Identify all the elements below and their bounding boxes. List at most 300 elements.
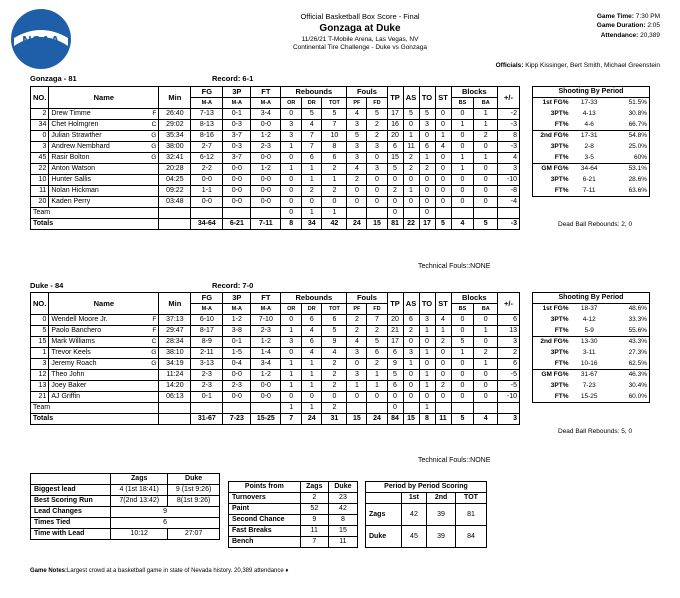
stat-bs: 1 — [451, 120, 474, 131]
stat-to: 0 — [419, 337, 435, 348]
points-zags: 2 — [300, 493, 328, 504]
stat-st: 0 — [435, 392, 451, 403]
period-made-attempted: 13-30 — [571, 337, 608, 348]
player-name: Joey Baker — [51, 382, 87, 389]
period-label: 3PT% — [533, 348, 571, 359]
total-tot: 42 — [322, 219, 347, 230]
stat-or: 0 — [281, 197, 302, 208]
stat-tp3: 0-1 — [223, 109, 251, 120]
gonzaga-shooting-by-period — [532, 86, 650, 197]
player-name: Nolan Hickman — [51, 187, 99, 194]
stat-as: 0 — [403, 197, 419, 208]
player-name-cell — [49, 392, 159, 403]
col-header-ft: FT — [251, 293, 281, 304]
player-row — [31, 197, 520, 208]
period-pct: 62.5% — [608, 359, 650, 370]
period-row — [533, 392, 650, 403]
stat-pm: 6 — [498, 315, 520, 326]
points-label: Turnovers — [229, 493, 301, 504]
player-row — [31, 370, 520, 381]
stat-min: 14:20 — [159, 381, 191, 392]
player-number: 0 — [31, 131, 49, 142]
stat-to: 1 — [419, 326, 435, 337]
scoring-row — [366, 504, 487, 526]
empty-cell — [451, 208, 474, 219]
stat-to: 6 — [419, 142, 435, 153]
period-made-attempted: 5-9 — [571, 326, 608, 337]
player-row — [31, 175, 520, 186]
period-pct: 60% — [608, 153, 650, 164]
period-pct: 48.6% — [608, 304, 650, 315]
stat-ft: 0-0 — [251, 120, 281, 131]
col-header-min: Min — [159, 293, 191, 315]
stat-fd: 0 — [367, 175, 387, 186]
period-pct: 30.8% — [608, 109, 650, 120]
attendance: 20,389 — [640, 31, 660, 39]
stat-st: 1 — [435, 326, 451, 337]
player-name: Trevor Keels — [51, 349, 91, 356]
player-name: Rasir Bolton — [51, 154, 90, 161]
period-made-attempted: 18-37 — [571, 304, 608, 315]
col-header-no: NO. — [31, 87, 49, 109]
stat-to: 0 — [419, 131, 435, 142]
stat-or: 3 — [281, 337, 302, 348]
col-subheader-bs: BS — [451, 98, 474, 109]
gonzaga-team-line: Gonzaga - 81 — [30, 74, 77, 83]
stat-ba: 0 — [474, 315, 498, 326]
period-pct: 30.4% — [608, 381, 650, 392]
stat-to: 0 — [419, 186, 435, 197]
report-title: Official Basketball Box Score - Final — [300, 12, 420, 21]
game-notes-text: Largest crowd at a basketball game in state of Nevada history. 20,389 attendance ♦ — [67, 568, 289, 574]
stat-tp3: 1-2 — [223, 315, 251, 326]
total-to: 17 — [419, 219, 435, 230]
empty-cell — [159, 414, 191, 425]
stat-pf: 0 — [347, 197, 367, 208]
stat-or: 0 — [281, 175, 302, 186]
stat-dr: 0 — [302, 197, 322, 208]
period-title: Shooting By Period — [533, 293, 650, 304]
stat-pf: 3 — [347, 153, 367, 164]
gonzaga-deadball: Dead Ball Rebounds: 2, 0 — [558, 221, 633, 228]
lead-duke: 8(1st 9:26) — [168, 496, 220, 507]
stat-min: 06:13 — [159, 392, 191, 403]
period-label: FT% — [533, 120, 571, 131]
stat-min: 28:34 — [159, 337, 191, 348]
col-subheader-pf: PF — [347, 304, 367, 315]
stat-st: 2 — [435, 381, 451, 392]
stat-st: 1 — [435, 131, 451, 142]
stat-ba: 1 — [474, 120, 498, 131]
stat-st: 0 — [435, 348, 451, 359]
gonzaga-tech-value: NONE — [470, 263, 491, 270]
col-subheader-ma: M-A — [223, 98, 251, 109]
points-row — [229, 515, 358, 526]
player-name: Wendell Moore Jr. — [51, 316, 108, 323]
points-zags: 11 — [300, 526, 328, 537]
col-subheader-ma: M-A — [191, 304, 223, 315]
stat-as: 2 — [403, 326, 419, 337]
stat-fd: 5 — [367, 337, 387, 348]
empty-cell — [498, 208, 520, 219]
player-position: G — [151, 132, 157, 139]
stat-min: 03:48 — [159, 197, 191, 208]
stat-ba: 2 — [474, 131, 498, 142]
stat-bs: 0 — [451, 197, 474, 208]
col-header-pm: +/- — [498, 87, 520, 109]
stat-pf: 2 — [347, 326, 367, 337]
player-number: 5 — [31, 326, 49, 337]
scoring-header-row — [366, 493, 487, 504]
stat-ba: 0 — [474, 392, 498, 403]
duke-shooting-by-period — [532, 292, 650, 403]
points-from-table — [228, 481, 358, 548]
player-name: Jeremy Roach — [51, 360, 97, 367]
col-header-blocks: Blocks — [451, 293, 498, 304]
col-subheader-tot: TOT — [322, 304, 347, 315]
scoring-tot: 84 — [455, 526, 486, 548]
col-header-fg: FG — [191, 293, 223, 304]
lead-row — [31, 507, 220, 518]
stat-fd: 6 — [367, 348, 387, 359]
stat-tot: 10 — [322, 131, 347, 142]
ncaa-logo — [10, 8, 72, 70]
lead-duke: 27:07 — [168, 529, 220, 540]
lead-row — [31, 485, 220, 496]
period-made-attempted: 7-23 — [582, 382, 596, 389]
period-scoring-table — [365, 481, 487, 548]
stat-pf: 0 — [347, 359, 367, 370]
stat-as: 5 — [403, 109, 419, 120]
stat-to: 3 — [419, 315, 435, 326]
stat-ba: 0 — [474, 175, 498, 186]
stat-min: 20:28 — [159, 164, 191, 175]
stat-fd: 0 — [367, 186, 387, 197]
game-notes — [30, 568, 288, 574]
period-title: Shooting By Period — [533, 87, 650, 98]
col-header-reb: Rebounds — [281, 293, 347, 304]
lead-label: Lead Changes — [31, 507, 111, 518]
stat-st: 0 — [435, 175, 451, 186]
period-label: 3PT% — [533, 315, 571, 326]
stat-dr: 6 — [302, 315, 322, 326]
stat-pm: 3 — [498, 164, 520, 175]
col-subheader-tot: TOT — [322, 98, 347, 109]
period-label: FT% — [533, 153, 571, 164]
total-tot: 31 — [322, 414, 347, 425]
empty-cell — [31, 474, 111, 485]
stat-or: 1 — [281, 381, 302, 392]
points-row — [229, 537, 358, 548]
player-number: 21 — [31, 392, 49, 403]
stat-fd: 2 — [367, 120, 387, 131]
stat-fg: 2-2 — [191, 164, 223, 175]
col-subheader-dr: DR — [302, 304, 322, 315]
stat-pm: -3 — [498, 142, 520, 153]
period-row — [533, 164, 650, 175]
period-row — [533, 120, 650, 131]
empty-cell — [474, 208, 498, 219]
period-label: 3PT% — [533, 142, 571, 153]
stat-fd: 3 — [367, 142, 387, 153]
empty-cell — [251, 208, 281, 219]
officials-label: Officials: — [495, 62, 524, 69]
stat-min: 04:25 — [159, 175, 191, 186]
points-title: Points from — [229, 482, 301, 493]
stat-ft: 1-2 — [251, 370, 281, 381]
stat-tp3: 3-8 — [223, 326, 251, 337]
period-pct: 28.6% — [608, 175, 650, 186]
total-bs: 4 — [451, 219, 474, 230]
header-row — [31, 87, 520, 98]
total-pf: 15 — [347, 414, 367, 425]
lead-row — [31, 518, 220, 529]
stat-tp: 21 — [387, 326, 403, 337]
empty-cell — [367, 403, 387, 414]
stat-ba: 1 — [474, 109, 498, 120]
lead-label: Times Tied — [31, 518, 111, 529]
period-row — [533, 337, 650, 348]
col-subheader-or: OR — [281, 98, 302, 109]
player-row — [31, 153, 520, 164]
period-made-attempted: 4-13 — [582, 110, 596, 117]
points-label: Bench — [229, 537, 301, 548]
stat-tp3: 0-0 — [223, 197, 251, 208]
team-stat-tot: 2 — [322, 403, 347, 414]
gonzaga-tech-label: Technical Fouls:: — [418, 263, 471, 270]
period-made-attempted: 6-21 — [582, 176, 596, 183]
stat-as: 2 — [403, 153, 419, 164]
empty-cell — [403, 208, 419, 219]
matchup-title: Gonzaga at Duke — [319, 23, 401, 35]
totals-row — [31, 219, 520, 230]
total-tp3: 6-21 — [223, 219, 251, 230]
col-header-blocks: Blocks — [451, 87, 498, 98]
scoring-team: Duke — [366, 526, 402, 548]
player-position: G — [151, 360, 157, 367]
stat-fg: 3-13 — [191, 359, 223, 370]
player-name-cell — [49, 131, 159, 142]
period-label: 3PT% — [533, 175, 571, 186]
period-made-attempted: 17-33 — [571, 98, 608, 109]
stat-min: 37:13 — [159, 315, 191, 326]
scoring-col-1st: 1st — [401, 493, 426, 504]
col-header-st: ST — [435, 293, 451, 315]
stat-tot: 2 — [322, 164, 347, 175]
period-row — [533, 153, 650, 164]
player-number: 3 — [31, 142, 49, 153]
stat-ft: 1-2 — [251, 337, 281, 348]
stat-tp3: 0-4 — [223, 359, 251, 370]
stat-fg: 8-9 — [191, 337, 223, 348]
period-title-row — [533, 87, 650, 98]
player-row — [31, 359, 520, 370]
stat-or: 3 — [281, 120, 302, 131]
event-line: Continental Tire Challenge - Duke vs Gonzaga — [292, 44, 428, 52]
period-row — [533, 348, 650, 359]
stat-tp: 15 — [387, 153, 403, 164]
stat-or: 0 — [281, 186, 302, 197]
period-row — [533, 381, 650, 392]
player-position: G — [151, 143, 157, 150]
attendance-label: Attendance: — [600, 31, 639, 39]
stat-tp: 5 — [387, 370, 403, 381]
points-label: Paint — [229, 504, 301, 515]
points-col-zags: Zags — [300, 482, 328, 493]
stat-tot: 2 — [322, 186, 347, 197]
stat-pm: -10 — [498, 175, 520, 186]
scoring-col-2nd: 2nd — [427, 493, 456, 504]
stat-tp3: 3-7 — [223, 153, 251, 164]
period-made-attempted: 31-67 — [571, 370, 608, 381]
team-stat-or: 1 — [281, 403, 302, 414]
stat-ba: 2 — [474, 348, 498, 359]
team-stat-to: 1 — [419, 403, 435, 414]
gonzaga-box-score — [30, 86, 520, 230]
stat-as: 0 — [403, 175, 419, 186]
stat-pf: 0 — [347, 392, 367, 403]
period-label: 3PT% — [533, 109, 571, 120]
period-row — [533, 304, 650, 315]
period-made-attempted: 10-16 — [571, 359, 608, 370]
period-pct: 53.1% — [608, 164, 650, 175]
stat-st: 0 — [435, 197, 451, 208]
scoring-p1: 45 — [401, 526, 426, 548]
period-row — [533, 131, 650, 142]
period-label: FT% — [533, 326, 571, 337]
lead-zags: 7(2nd 13:42) — [111, 496, 168, 507]
stat-tp3: 0-0 — [223, 392, 251, 403]
stat-tp3: 0-0 — [223, 164, 251, 175]
period-row — [533, 359, 650, 370]
col-header-fouls: Fouls — [347, 87, 387, 98]
stat-min: 09:22 — [159, 186, 191, 197]
stat-tot: 5 — [322, 326, 347, 337]
player-row — [31, 131, 520, 142]
stat-dr: 7 — [302, 131, 322, 142]
stat-fd: 0 — [367, 392, 387, 403]
empty-cell — [191, 403, 223, 414]
period-row — [533, 142, 650, 153]
period-pct: 27.3% — [608, 348, 650, 359]
player-name-cell — [49, 359, 159, 370]
stat-pm: 13 — [498, 326, 520, 337]
stat-dr: 4 — [302, 326, 322, 337]
col-subheader-ma: M-A — [251, 304, 281, 315]
col-header-tp3: 3P — [223, 293, 251, 304]
player-name: Hunter Sallis — [51, 176, 92, 183]
empty-cell — [223, 208, 251, 219]
stat-st: 2 — [435, 337, 451, 348]
stat-or: 0 — [281, 153, 302, 164]
venue-line: 11/26/21 T-Mobile Arena, Las Vegas, NV — [301, 35, 419, 43]
stat-as: 1 — [403, 186, 419, 197]
stat-or: 1 — [281, 359, 302, 370]
stat-bs: 0 — [451, 326, 474, 337]
stat-pm: 6 — [498, 359, 520, 370]
stat-bs: 0 — [451, 381, 474, 392]
points-duke: 11 — [328, 537, 357, 548]
stat-min: 34:19 — [159, 359, 191, 370]
stat-to: 0 — [419, 175, 435, 186]
lead-col-duke: Duke — [168, 474, 220, 485]
period-pct: 43.3% — [608, 337, 650, 348]
stat-pm: -2 — [498, 109, 520, 120]
scoring-p1: 42 — [401, 504, 426, 526]
period-row — [533, 175, 650, 186]
player-position: F — [152, 327, 157, 334]
stat-ft: 1-2 — [251, 164, 281, 175]
total-st: 11 — [435, 414, 451, 425]
stat-bs: 0 — [451, 142, 474, 153]
stat-to: 1 — [419, 348, 435, 359]
stat-dr: 6 — [302, 153, 322, 164]
stat-pm: -4 — [498, 197, 520, 208]
stat-tp: 20 — [387, 131, 403, 142]
stat-tot: 8 — [322, 142, 347, 153]
period-pct: 66.7% — [608, 120, 650, 131]
stat-dr: 0 — [302, 392, 322, 403]
stat-pm: 2 — [498, 348, 520, 359]
stat-ft: 0-0 — [251, 197, 281, 208]
total-or: 8 — [281, 219, 302, 230]
stat-as: 1 — [403, 359, 419, 370]
stat-tp: 16 — [387, 120, 403, 131]
period-made-attempted: 4-12 — [582, 316, 596, 323]
duke-tech-label: Technical Fouls:: — [418, 457, 471, 464]
col-subheader-fd: FD — [367, 98, 387, 109]
duke-technical-fouls — [418, 457, 490, 464]
lead-col-zags: Zags — [111, 474, 168, 485]
period-made-attempted: 17-31 — [571, 131, 608, 142]
period-pct: 63.6% — [608, 186, 650, 197]
player-name-cell — [49, 120, 159, 131]
stat-pf: 3 — [347, 142, 367, 153]
stat-st: 4 — [435, 142, 451, 153]
stat-dr: 7 — [302, 142, 322, 153]
col-subheader-ba: BA — [474, 98, 498, 109]
stat-as: 0 — [403, 120, 419, 131]
player-number: 45 — [31, 153, 49, 164]
total-tp: 81 — [387, 219, 403, 230]
stat-pm: -8 — [498, 186, 520, 197]
col-header-tp: TP — [387, 87, 403, 109]
player-number: 0 — [31, 315, 49, 326]
stat-pm: 8 — [498, 131, 520, 142]
stat-tp: 17 — [387, 337, 403, 348]
stat-to: 1 — [419, 153, 435, 164]
officials-names: Kipp Kissinger, Bert Smith, Michael Greenstein — [525, 62, 660, 69]
stat-or: 1 — [281, 326, 302, 337]
game-info — [597, 12, 660, 40]
stat-pm: 3 — [498, 337, 520, 348]
empty-cell — [435, 403, 451, 414]
stat-dr: 1 — [302, 370, 322, 381]
stat-tot: 6 — [322, 315, 347, 326]
stat-dr: 1 — [302, 359, 322, 370]
stat-tp: 6 — [387, 381, 403, 392]
totals-label: Totals — [31, 414, 159, 425]
stat-min: 35:34 — [159, 131, 191, 142]
col-header-fg: FG — [191, 87, 223, 98]
stat-fg: 8-17 — [191, 326, 223, 337]
stat-as: 0 — [403, 392, 419, 403]
col-header-pm: +/- — [498, 293, 520, 315]
total-fd: 24 — [367, 414, 387, 425]
team-stat-to: 0 — [419, 208, 435, 219]
stat-fg: 0-0 — [191, 197, 223, 208]
duke-tech-value: NONE — [470, 457, 491, 464]
